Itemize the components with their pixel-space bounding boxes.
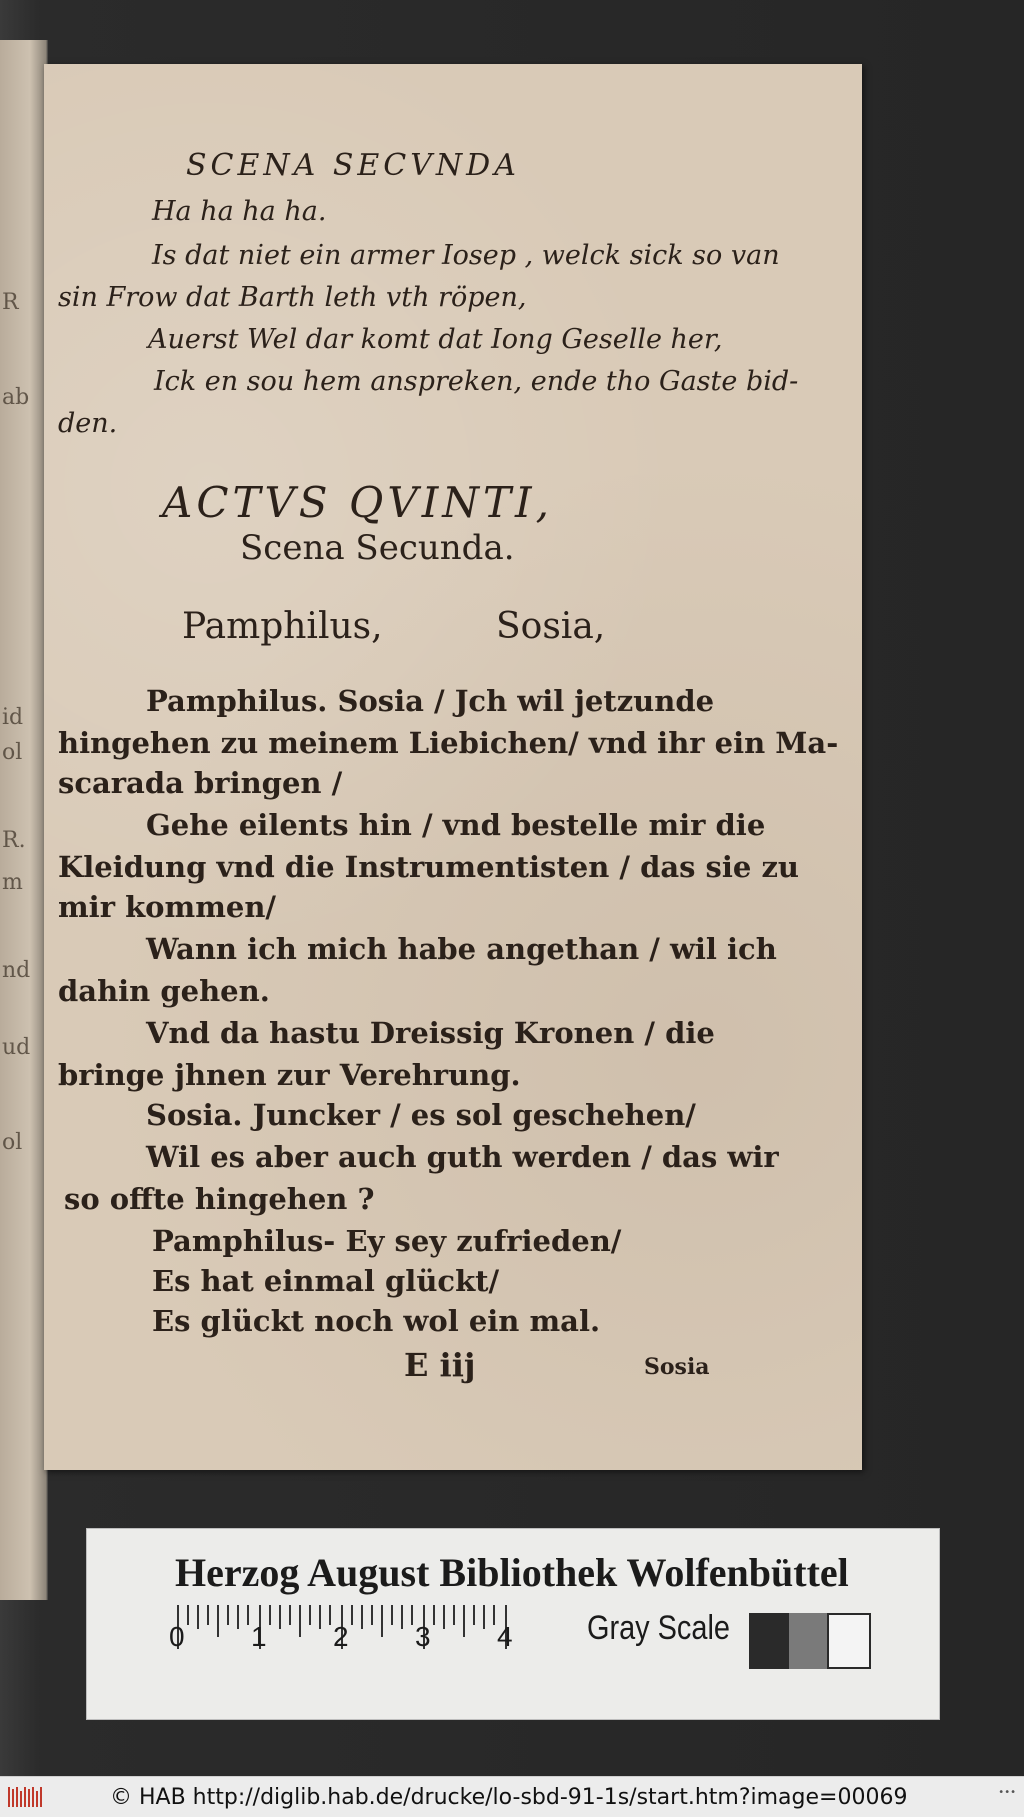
text-line: Kleidung vnd die Instrumentisten / das sie zu xyxy=(58,850,800,884)
text-line: Vnd da hastu Dreissig Kronen / die xyxy=(146,1016,715,1050)
running-header: SCENA SECVNDA xyxy=(186,148,520,183)
text-line: sin Frow dat Barth leth vth röpen, xyxy=(58,282,527,313)
grayscale-patch-white xyxy=(827,1613,871,1669)
signature-mark: E iij xyxy=(404,1346,476,1384)
color-reference-card xyxy=(86,1528,940,1720)
text-line: Es hat einmal glückt/ xyxy=(152,1264,500,1298)
book-page xyxy=(44,64,862,1470)
text-line: Wann ich mich habe angethan / wil ich xyxy=(146,932,777,966)
ruler-number: 1 xyxy=(251,1621,267,1652)
grayscale-patch-black xyxy=(749,1613,789,1669)
hab-logo-icon xyxy=(6,1785,46,1809)
text-line: Pamphilus- Ey sey zufrieden/ xyxy=(152,1224,622,1258)
previous-page-edge xyxy=(0,40,48,1600)
ruler-number: 3 xyxy=(415,1621,431,1652)
ruler-number: 0 xyxy=(169,1621,185,1652)
ruler-number: 2 xyxy=(333,1621,349,1652)
footer-copyright-link[interactable]: © HAB http://diglib.hab.de/drucke/lo-sbd-91-1s/start.htm?image=00069 xyxy=(110,1785,908,1810)
text-line: Pamphilus. Sosia / Jch wil jetzunde xyxy=(146,684,715,718)
grayscale-patch-gray xyxy=(789,1613,827,1669)
text-line: hingehen zu meinem Liebichen/ vnd ihr ein Ma- xyxy=(58,726,839,760)
edge-fragment: ol xyxy=(2,1130,23,1155)
edge-fragment: nd xyxy=(2,958,31,983)
edge-fragment: ud xyxy=(2,1035,31,1060)
library-name: Herzog August Bibliothek Wolfenbüttel xyxy=(175,1550,849,1595)
catchword: Sosia xyxy=(644,1354,710,1380)
footer-bar xyxy=(0,1776,1024,1817)
act-subtitle: Scena Secunda. xyxy=(240,528,515,568)
text-line: Ick en sou hem anspreken, ende tho Gaste bid- xyxy=(154,366,799,397)
text-line: dahin gehen. xyxy=(58,974,270,1008)
text-line: Es glückt noch wol ein mal. xyxy=(152,1304,601,1338)
grayscale-label: Gray Scale xyxy=(587,1609,730,1647)
speaker-name: Pamphilus, xyxy=(182,606,383,647)
text-line: scarada bringen / xyxy=(58,766,343,800)
edge-fragment: R xyxy=(2,290,19,315)
text-line: Gehe eilents hin / vnd bestelle mir die xyxy=(146,808,766,842)
text-line: bringe jhnen zur Verehrung. xyxy=(58,1058,521,1092)
edge-fragment: id xyxy=(2,705,24,730)
edge-fragment: m xyxy=(2,870,23,895)
edge-fragment: R. xyxy=(2,828,26,853)
text-line: Sosia. Juncker / es sol geschehen/ xyxy=(146,1098,696,1132)
speaker-name: Sosia, xyxy=(496,606,606,647)
text-line: Auerst Wel dar komt dat Iong Geselle her, xyxy=(148,324,723,355)
text-line: Ha ha ha ha. xyxy=(152,196,327,227)
text-line: Is dat niet ein armer Iosep , welck sick so van xyxy=(152,240,780,271)
ruler-scale xyxy=(177,1605,577,1665)
act-title: ACTVS QVINTI, xyxy=(162,478,553,527)
text-line: den. xyxy=(58,408,118,439)
text-line: mir kommen/ xyxy=(58,890,277,924)
footer-dots: ••• xyxy=(998,1787,1016,1798)
edge-fragment: ol xyxy=(2,740,23,765)
edge-fragment: ab xyxy=(2,385,30,410)
text-line: so offte hingehen ? xyxy=(64,1182,375,1216)
ruler-number: 4 xyxy=(497,1621,513,1652)
text-line: Wil es aber auch guth werden / das wir xyxy=(146,1140,779,1174)
